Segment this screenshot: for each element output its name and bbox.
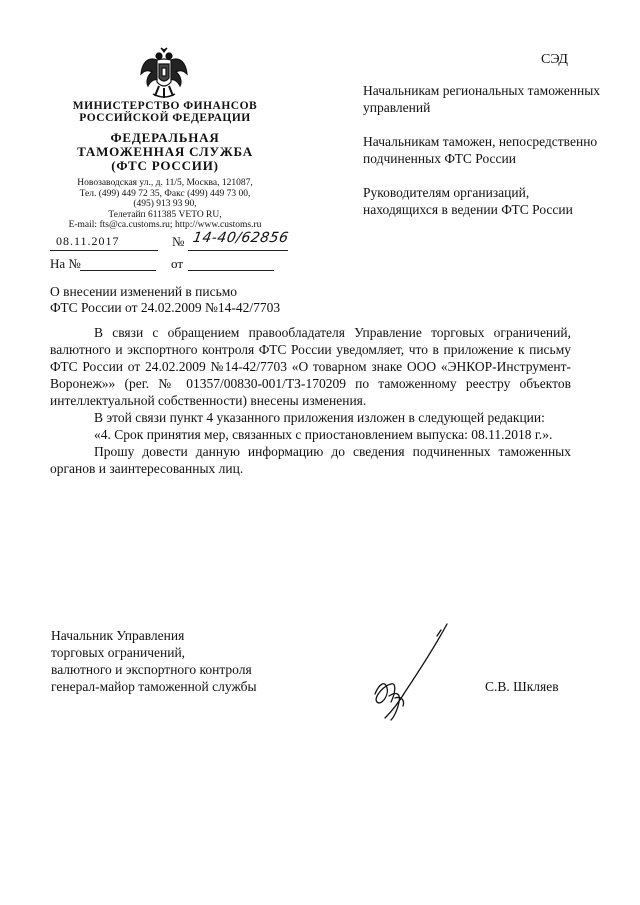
contact-line: Тел. (499) 449 72 35, Факс (499) 449 73 00, bbox=[79, 188, 251, 199]
registration-number: 14-40/62856 bbox=[191, 230, 290, 246]
registration-number-label: № bbox=[172, 234, 185, 249]
body-paragraph: В этой связи пункт 4 указанного приложения изложен в следующей редакции: bbox=[94, 410, 545, 425]
contact-line: E-mail: fts@ca.customs.ru; http://www.customs.ru bbox=[68, 220, 262, 230]
recipient: Руководителям организаций, находящихся в ведении ФТС России bbox=[363, 185, 573, 217]
contact-line: Телетайп 611385 VETO RU, bbox=[108, 209, 222, 220]
reference-date-line bbox=[188, 270, 274, 271]
ministry-name bbox=[40, 100, 290, 124]
registration-date: 08.11.2017 bbox=[56, 234, 120, 248]
ministry-line-2: РОССИЙСКОЙ ФЕДЕРАЦИИ bbox=[79, 112, 251, 124]
service-name bbox=[40, 131, 290, 173]
subject-line: О внесении изменений в письмо bbox=[50, 284, 238, 299]
letter-subject bbox=[50, 284, 350, 316]
position-line: торговых ограничений, bbox=[51, 645, 186, 660]
coat-of-arms-icon bbox=[139, 46, 189, 102]
body-paragraph: «4. Срок принятия мер, связанных с приостановлением выпуска: 08.11.2018 г.». bbox=[94, 427, 553, 442]
recipient: Начальникам таможен, непосредственно подчиненных ФТС России bbox=[363, 134, 598, 166]
recipient: Начальникам региональных таможенных управлений bbox=[363, 83, 601, 115]
service-line-2: ТАМОЖЕННАЯ СЛУЖБА bbox=[77, 144, 253, 159]
letter-body bbox=[50, 324, 571, 477]
service-line-3: (ФТС РОССИИ) bbox=[111, 158, 219, 173]
service-line-1: ФЕДЕРАЛЬНАЯ bbox=[110, 130, 220, 145]
subject-line: ФТС России от 24.02.2009 №14-42/7703 bbox=[50, 300, 281, 315]
reference-number-line bbox=[80, 270, 156, 271]
signatory-position bbox=[51, 627, 311, 695]
reference-date-label: от bbox=[171, 256, 184, 271]
handwritten-signature bbox=[355, 622, 455, 722]
number-underline bbox=[188, 250, 288, 251]
position-line: Начальник Управления bbox=[51, 628, 185, 643]
body-paragraph: В связи с обращением правообладателя Управление торговых ограничений, валютного и экспортного контроля ФТС России уведомляет, что в приложение к письму ФТС России от 24.02.2009 №14-42/7703 «О товарном знаке ООО «ЭНКОР-Инструмент-Воронеж»» (рег. № 01357/00830-001/ТЗ-170209 по таможенному реестру объектов интеллектуальной собственности) внесены изменения. bbox=[50, 325, 571, 408]
position-line: валютного и экспортного контроля bbox=[51, 662, 252, 677]
contact-line: (495) 913 93 90, bbox=[133, 199, 197, 209]
sed-mark: СЭД bbox=[541, 52, 568, 67]
position-line: генерал-майор таможенной службы bbox=[51, 679, 257, 694]
signatory-name: С.В. Шкляев bbox=[485, 679, 559, 694]
reference-number-label: На № bbox=[50, 256, 81, 271]
contact-line: Новозаводская ул., д. 11/5, Москва, 121087, bbox=[77, 178, 253, 188]
sender-contacts bbox=[40, 178, 290, 231]
recipients-block bbox=[363, 83, 603, 236]
date-underline bbox=[50, 250, 158, 251]
ministry-line-1: МИНИСТЕРСТВО ФИНАНСОВ bbox=[72, 100, 258, 112]
body-paragraph: Прошу довести данную информацию до сведения подчиненных таможенных органов и заинтересованных лиц. bbox=[50, 444, 571, 476]
